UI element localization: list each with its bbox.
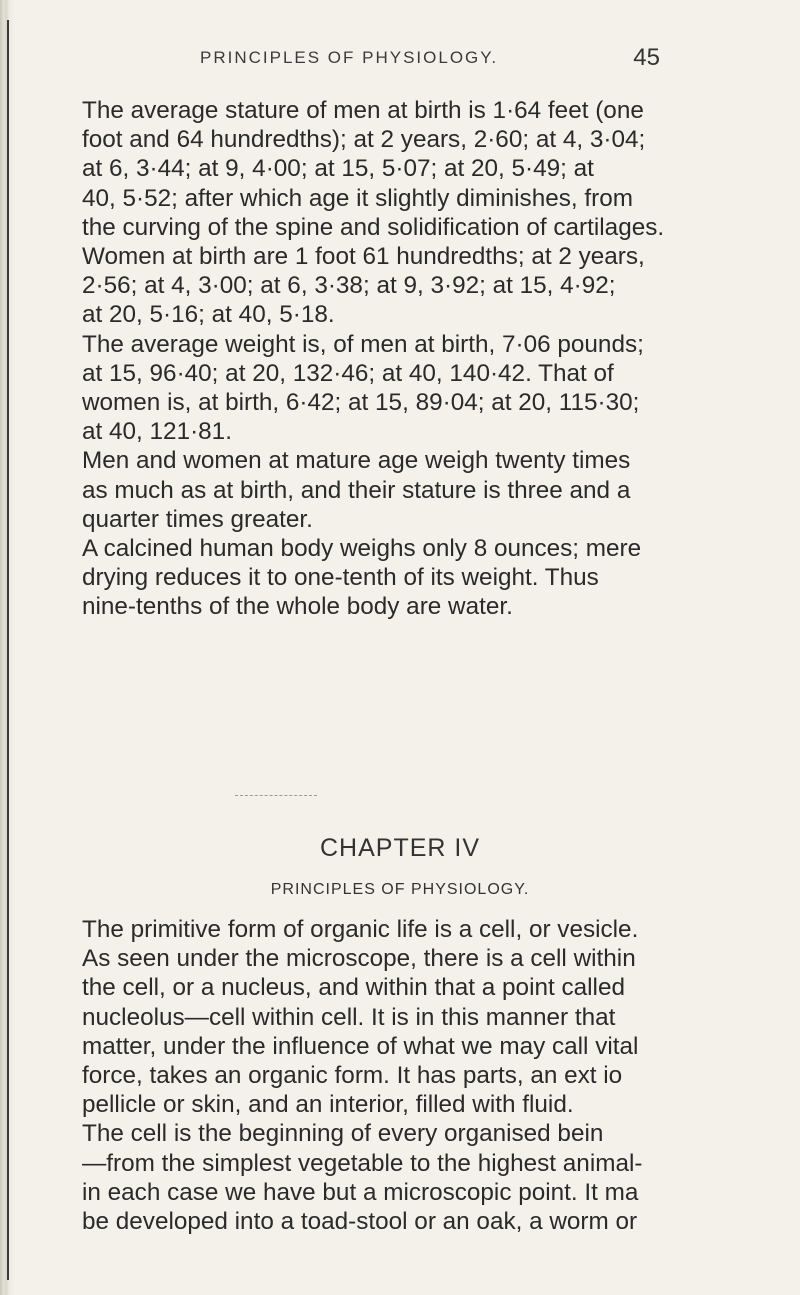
text-line: foot and 64 hundredths); at 2 years, 2·60; at 4, 3·04; bbox=[82, 126, 646, 154]
text-line: the curving of the spine and solidification of cartilages. bbox=[82, 213, 665, 241]
text-line: quarter times greater. bbox=[82, 505, 313, 533]
text-line: Men and women at mature age weigh twenty times bbox=[82, 447, 631, 475]
text-line: women is, at birth, 6·42; at 15, 89·04; at 20, 115·30; bbox=[82, 389, 640, 417]
chapter-subtitle: PRINCIPLES OF PHYSIOLOGY. bbox=[270, 881, 530, 898]
book-binding-edge bbox=[0, 0, 14, 1295]
text-line: The average stature of men at birth is 1·64 feet (one bbox=[82, 97, 644, 124]
text-line: as much as at birth, and their stature is three and a bbox=[82, 476, 631, 504]
text-line: in each case we have but a microscopic point. It ma bbox=[82, 1178, 639, 1206]
text-line: pellicle or skin, and an interior, filled with fluid. bbox=[82, 1091, 574, 1119]
text-line: at 20, 5·16; at 40, 5·18. bbox=[82, 301, 335, 329]
text-line: The average weight is, of men at birth, 7·06 pounds; bbox=[82, 330, 644, 358]
text-line: As seen under the microscope, there is a cell within bbox=[82, 945, 636, 973]
text-line: at 6, 3·44; at 9, 4·00; at 15, 5·07; at 20, 5·49; at bbox=[82, 155, 594, 183]
text-line: Women at birth are 1 foot 61 hundredths; at 2 years, bbox=[82, 243, 645, 271]
page-header bbox=[200, 44, 660, 78]
text-line: drying reduces it to one-tenth of its weight. Thus bbox=[82, 564, 599, 592]
chapter-title: CHAPTER IV bbox=[319, 834, 481, 862]
text-line: nine-tenths of the whole body are water. bbox=[82, 593, 513, 621]
text-line: matter, under the influence of what we may call vital bbox=[82, 1032, 639, 1060]
text-line: —from the simplest vegetable to the highest animal- bbox=[82, 1149, 643, 1177]
body-text-top bbox=[82, 96, 702, 622]
text-line: nucleolus—cell within cell. It is in this manner that bbox=[82, 1003, 616, 1031]
text-line: be developed into a toad-stool or an oak, a worm or bbox=[82, 1208, 638, 1236]
binding-line bbox=[7, 20, 9, 1280]
text-line: the cell, or a nucleus, and within that a point called bbox=[82, 974, 625, 1002]
body-text-bottom bbox=[82, 915, 702, 1236]
page-number: 45 bbox=[633, 44, 660, 71]
text-line: at 15, 96·40; at 20, 132·46; at 40, 140·42. That of bbox=[82, 359, 614, 387]
text-line: The cell is the beginning of every organised bein bbox=[82, 1120, 604, 1148]
text-line: 40, 5·52; after which age it slightly diminishes, from bbox=[82, 184, 633, 212]
text-line: force, takes an organic form. It has parts, an ext io bbox=[82, 1062, 623, 1090]
text-line: 2·56; at 4, 3·00; at 6, 3·38; at 9, 3·92; at 15, 4·92; bbox=[82, 272, 616, 300]
running-title: PRINCIPLES OF PHYSIOLOGY. bbox=[200, 48, 499, 67]
section-divider bbox=[235, 795, 317, 797]
text-line: A calcined human body weighs only 8 ounces; mere bbox=[82, 535, 642, 563]
text-line: at 40, 121·81. bbox=[82, 418, 232, 446]
text-line: The primitive form of organic life is a cell, or vesicle. bbox=[82, 916, 639, 943]
